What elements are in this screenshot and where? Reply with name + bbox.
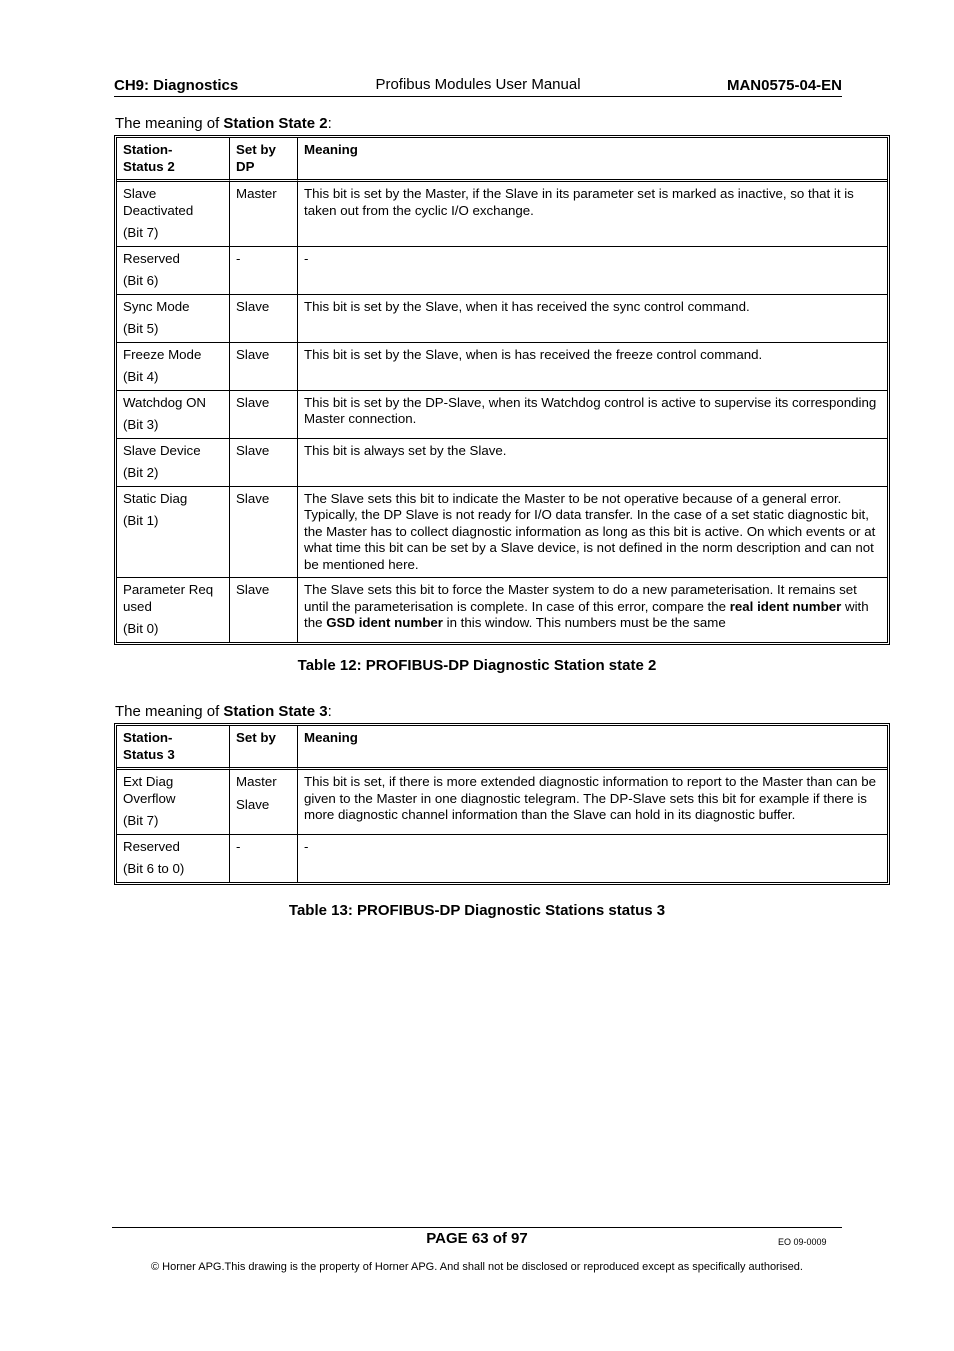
meaning-cell: This bit is set by the Master, if the Slave in its parameter set is marked as inactive, so that it is taken out from the cyclic I/O exchange. bbox=[298, 182, 887, 247]
table-row bbox=[117, 343, 887, 391]
set-by-cell: - bbox=[230, 835, 298, 882]
table-row bbox=[117, 182, 887, 247]
table-row bbox=[117, 439, 887, 487]
meaning-cell: - bbox=[304, 838, 309, 854]
meaning-cell: This bit is set by the Slave, when is has received the freeze control command. bbox=[298, 343, 887, 391]
station-state-3-intro: The meaning of Station State 3: bbox=[115, 703, 332, 720]
header-meaning: Meaning bbox=[298, 138, 887, 182]
chapter-title: CH9: Diagnostics bbox=[114, 77, 239, 94]
station-status-cell: Reserved (Bit 6) bbox=[117, 247, 230, 295]
table-row bbox=[117, 578, 887, 642]
header-set-by: Set by DP bbox=[230, 138, 298, 182]
set-by-cell: - bbox=[230, 247, 298, 295]
set-by-cell: Master bbox=[230, 182, 298, 247]
station-status-cell: Parameter Req used (Bit 0) bbox=[117, 578, 230, 642]
station-status-cell: Sync Mode (Bit 5) bbox=[117, 295, 230, 343]
set-by-cell: Slave bbox=[230, 295, 298, 343]
set-by-cell: Master Slave bbox=[230, 770, 298, 835]
document-number: MAN0575-04-EN bbox=[726, 77, 842, 94]
table-row bbox=[117, 770, 887, 835]
table-row bbox=[117, 487, 887, 579]
meaning-cell: This bit is set by the Slave, when it has received the sync control command. bbox=[298, 295, 887, 343]
station-state-2-table bbox=[114, 135, 890, 645]
table-row bbox=[117, 835, 887, 882]
table-row bbox=[117, 391, 887, 439]
station-status-cell: Reserved (Bit 6 to 0) bbox=[117, 835, 230, 882]
header-station-status: Station- Status 3 bbox=[117, 726, 230, 770]
set-by-cell: Slave bbox=[230, 578, 298, 642]
manual-title: Profibus Modules User Manual bbox=[375, 76, 581, 93]
station-status-cell: Ext Diag Overflow (Bit 7) bbox=[117, 770, 230, 835]
meaning-cell: This bit is set by the DP-Slave, when its Watchdog control is active to supervise its corresponding Master connection. bbox=[298, 391, 887, 439]
set-by-cell: Slave bbox=[230, 487, 298, 579]
station-status-cell: Static Diag (Bit 1) bbox=[117, 487, 230, 579]
meaning-cell: The Slave sets this bit to indicate the Master to be not operative because of a general error. Typically, the DP Slave is not ready for I/O data transfer. In the case of a set static diagnostic bit, the Master has to collect diagnostic information as long as this bit is active. On which events or at what time this bit can be set by a Slave device, is not defined in the norm description and can not be mentioned here. bbox=[298, 487, 887, 579]
meaning-cell: - bbox=[298, 247, 887, 295]
station-state-2-intro: The meaning of Station State 2: bbox=[115, 115, 332, 132]
table-header-row bbox=[117, 138, 887, 182]
header-station-status: Station- Status 2 bbox=[117, 138, 230, 182]
meaning-cell: This bit is always set by the Slave. bbox=[298, 439, 887, 487]
header-meaning: Meaning bbox=[298, 726, 887, 770]
station-status-cell: Slave Device (Bit 2) bbox=[117, 439, 230, 487]
meaning-cell: The Slave sets this bit to force the Master system to do a new parameterisation. It remains set until the parameterisation is complete. In case of this error, compare the real ident number with the GSD ident number in this window. This numbers must be the same bbox=[304, 582, 869, 630]
table-row bbox=[117, 247, 887, 295]
header-set-by: Set by bbox=[230, 726, 298, 770]
station-status-cell: Slave Deactivated (Bit 7) bbox=[117, 182, 230, 247]
station-status-cell: Watchdog ON (Bit 3) bbox=[117, 391, 230, 439]
set-by-cell: Slave bbox=[230, 391, 298, 439]
station-status-cell: Freeze Mode (Bit 4) bbox=[117, 343, 230, 391]
set-by-cell: Slave bbox=[230, 343, 298, 391]
footer-divider bbox=[112, 1227, 842, 1228]
copyright-notice: © Horner APG.This drawing is the property of Horner APG. And shall not be disclosed or reproduced except as specifically authorised. bbox=[151, 1261, 803, 1273]
set-by-cell: Slave bbox=[230, 439, 298, 487]
page-header bbox=[114, 76, 842, 97]
page-number: PAGE 63 of 97 bbox=[426, 1230, 528, 1247]
table-header-row bbox=[117, 726, 887, 770]
table-13-caption: Table 13: PROFIBUS-DP Diagnostic Stations status 3 bbox=[288, 902, 666, 919]
eo-number: EO 09-0009 bbox=[778, 1237, 827, 1247]
table-row bbox=[117, 295, 887, 343]
table-12-caption: Table 12: PROFIBUS-DP Diagnostic Station state 2 bbox=[297, 657, 657, 674]
meaning-cell: This bit is set, if there is more extended diagnostic information to report to the Master than can be given to the Master in one diagnostic telegram. The DP-Slave sets this bit for example if there is more diagnostic channel information than the Slave can hold in its diagnostic buffer. bbox=[298, 770, 887, 835]
station-state-3-table bbox=[114, 723, 890, 885]
